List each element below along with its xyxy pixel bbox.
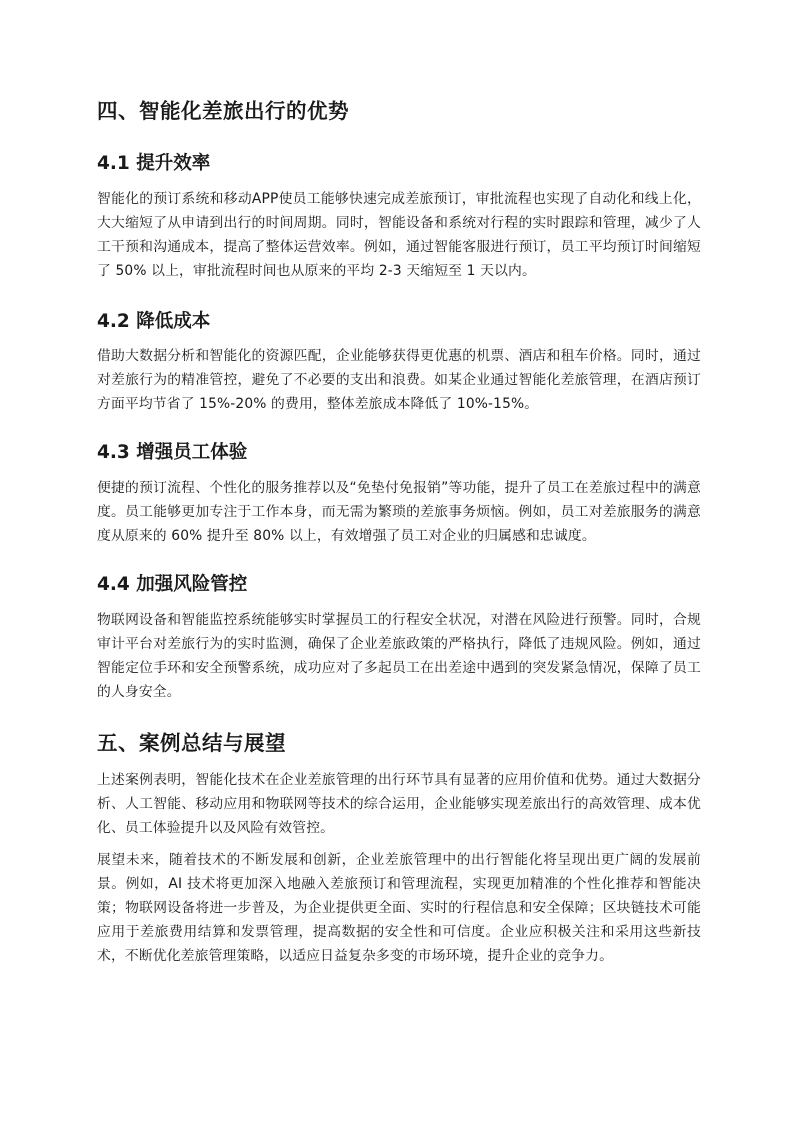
paragraph-risk: 物联网设备和智能监控系统能够实时掌握员工的行程安全状况，对潜在风险进行预警。同时，合规审计平台对差旅行为的实时监测，确保了企业差旅政策的严格执行，降低了违规风险。例如，通过智能定位手环和安全预警系统，成功应对了多起员工在出差途中遇到的突发紧急情况，保障了员工的人身安全。 (97, 612, 701, 700)
section-heading-advantages: 四、智能化差旅出行的优势 (97, 99, 349, 123)
paragraph-summary: 上述案例表明，智能化技术在企业差旅管理的出行环节具有显著的应用价值和优势。通过大数据分析、人工智能、移动应用和物联网等技术的综合运用，企业能够实现差旅出行的高效管理、成本优化、员工体验提升以及风险有效管控。 (97, 772, 701, 836)
paragraph-experience: 便捷的预订流程、个性化的服务推荐以及“免垫付免报销”等功能，提升了员工在差旅过程中的满意度。员工能够更加专注于工作本身，而无需为繁琐的差旅事务烦恼。例如，员工对差旅服务的满意度从原来的 60% 提升至 80% 以上，有效增强了员工对企业的归属感和忠诚度。 (97, 480, 701, 544)
paragraph-outlook: 展望未来，随着技术的不断发展和创新，企业差旅管理中的出行智能化将呈现出更广阔的发展前景。例如，AI 技术将更加深入地融入差旅预订和管理流程，实现更加精准的个性化推荐和智能决策；物联网设备将进一步普及，为企业提供更全面、实时的行程信息和安全保障；区块链技术可能应用于差旅费用结算和发票管理，提高数据的安全性和可信度。企业应积极关注和采用这些新技术，不断优化差旅管理策略，以适应日益复杂多变的市场环境，提升企业的竞争力。 (97, 852, 701, 964)
section-heading-summary: 五、案例总结与展望 (97, 731, 286, 755)
paragraph-cost: 借助大数据分析和智能化的资源匹配，企业能够获得更优惠的机票、酒店和租车价格。同时，通过对差旅行为的精准管控，避免了不必要的支出和浪费。如某企业通过智能化差旅管理，在酒店预订方面平均节省了 15%-20% 的费用，整体差旅成本降低了 10%-15%。 (97, 348, 701, 412)
subsection-heading-cost: 4.2 降低成本 (97, 311, 211, 332)
paragraph-efficiency: 智能化的预订系统和移动APP使员工能够快速完成差旅预订，审批流程也实现了自动化和线上化，大大缩短了从申请到出行的时间周期。同时，智能设备和系统对行程的实时跟踪和管理，减少了人工干预和沟通成本，提高了整体运营效率。例如，通过智能客服进行预订，员工平均预订时间缩短了 50% 以上，审批流程时间也从原来的平均 2-3 天缩短至 1 天以内。 (97, 191, 701, 279)
subsection-heading-experience: 4.3 增强员工体验 (97, 442, 248, 463)
subsection-heading-risk: 4.4 加强风险管控 (97, 574, 248, 595)
subsection-heading-efficiency: 4.1 提升效率 (97, 153, 211, 174)
